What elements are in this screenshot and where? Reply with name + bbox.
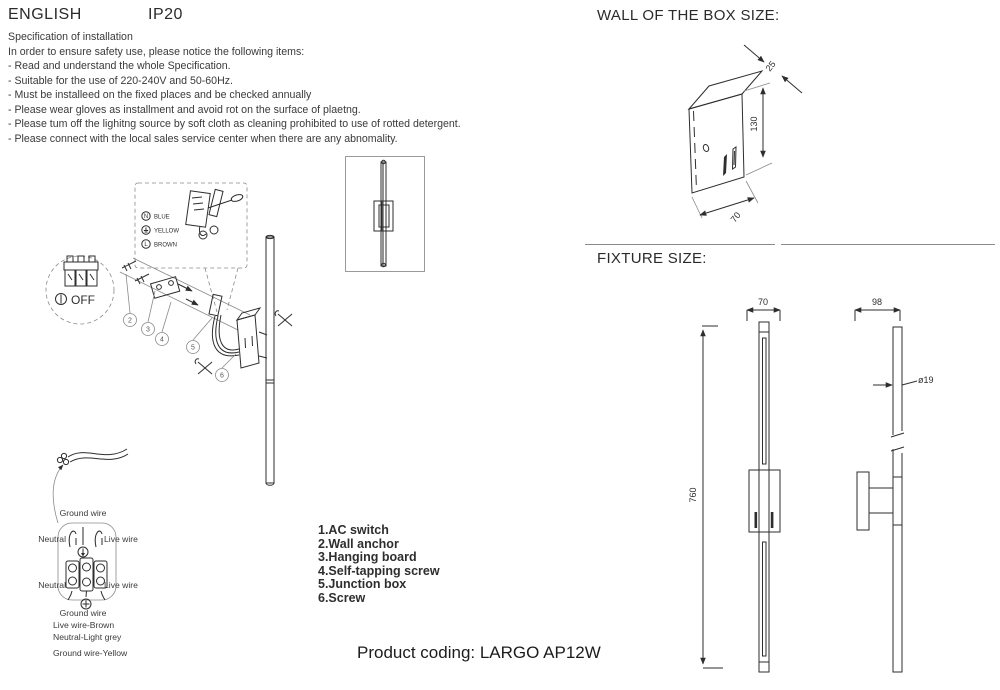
svg-text:5: 5 xyxy=(191,344,195,352)
width-dim-line xyxy=(700,198,754,215)
part-item: 3.Hanging board xyxy=(318,550,417,565)
depth-dim-line xyxy=(782,76,802,93)
earth-icon xyxy=(144,228,148,233)
blue-wire-label: BLUE xyxy=(154,214,170,221)
width-dim-value: 70 xyxy=(728,210,743,225)
specification-block xyxy=(8,30,461,146)
neutral-bottom-label: Neutral xyxy=(38,580,66,590)
box-front-face xyxy=(689,94,744,193)
hanging-board xyxy=(151,277,180,299)
legend-live: Live wire-Brown xyxy=(53,620,115,630)
plate-slot xyxy=(755,512,758,528)
circuit-breaker-icon xyxy=(64,256,98,286)
wall-box-diagram xyxy=(640,35,840,235)
junction-box xyxy=(237,308,267,368)
ground-wire-top-label: Ground wire xyxy=(59,508,107,518)
legend-neutral: Neutral-Light grey xyxy=(53,632,122,642)
plate-slot xyxy=(771,512,774,528)
height-dim-value: 130 xyxy=(749,116,759,132)
led-strip xyxy=(763,338,767,464)
part-item: 4.Self-tapping screw xyxy=(318,563,440,578)
svg-text:6: 6 xyxy=(220,372,224,380)
spec-item: - Read and understand the whole Specification. xyxy=(8,60,231,72)
spec-intro: In order to ensure safety use, please notice the following items: xyxy=(8,45,305,58)
front-wall-plate xyxy=(749,470,780,532)
product-coding: Product coding: LARGO AP12W xyxy=(357,643,601,662)
section-divider xyxy=(585,244,775,245)
screw-icon xyxy=(122,261,136,271)
spec-item: - Suitable for the use of 220-240V and 50-60Hz. xyxy=(8,74,233,87)
spec-item: - Please wear gloves as installment and avoid rot on the surface of plaetng. xyxy=(8,103,361,116)
box-slot xyxy=(723,154,727,176)
screw-arrow xyxy=(178,284,192,291)
yellow-wire-label: YELLOW xyxy=(154,228,180,235)
led-strip xyxy=(763,542,767,656)
parts-list xyxy=(318,524,440,606)
spec-item: - Please connect with the local sales service center when there are any abnomality. xyxy=(8,132,398,145)
live-symbol: L xyxy=(144,242,148,248)
screw-arrow xyxy=(186,299,198,305)
spec-item: - Please tum off the lighitng source by soft cloth as cleaning prohibited to use of rotted detergent. xyxy=(8,118,461,130)
wire-hook xyxy=(95,531,102,547)
fixture-rod xyxy=(266,235,274,485)
neutral-top-label: Neutral xyxy=(38,534,66,544)
power-off-label: OFF xyxy=(71,293,95,307)
twist-icon xyxy=(275,311,292,326)
diameter-value: ø19 xyxy=(918,375,934,385)
side-wall-plate xyxy=(857,472,869,530)
fixture-diagram xyxy=(680,290,1000,685)
fixture-size-heading: FIXTURE SIZE: xyxy=(597,250,707,267)
power-off-callout-circle xyxy=(46,256,114,324)
wire-color-legend xyxy=(142,212,180,249)
fixture-thumbnail-drawing xyxy=(346,157,424,271)
language-title: ENGLISH xyxy=(8,6,82,23)
box-top-face xyxy=(689,71,762,109)
side-width-value: 98 xyxy=(871,297,883,307)
box-hole xyxy=(702,144,709,153)
svg-text:2: 2 xyxy=(128,317,132,325)
ground-wire-bottom-label: Ground wire xyxy=(59,608,107,618)
part-item: 6.Screw xyxy=(318,590,366,605)
earth-terminal-icon xyxy=(78,547,88,557)
part-item: 5.Junction box xyxy=(318,577,407,592)
power-icon xyxy=(56,294,67,305)
spec-item: - Must be installeed on the fixed places and be checked annually xyxy=(8,89,312,101)
section-divider xyxy=(781,244,995,245)
wire-hook xyxy=(69,531,76,547)
wiring-diagram xyxy=(30,435,215,670)
twist-icon xyxy=(195,359,212,374)
fixture-thumbnail xyxy=(345,156,425,272)
terminal-block xyxy=(66,558,107,591)
live-bottom-label: Live wire xyxy=(104,580,138,590)
fixture-height-value: 760 xyxy=(688,487,698,503)
box-left-edge xyxy=(694,111,697,190)
part-item: 2.Wall anchor xyxy=(318,536,399,551)
depth-dim-line xyxy=(744,45,764,62)
svg-text:3: 3 xyxy=(146,326,150,334)
legend-ground: Ground wire-Yellow xyxy=(53,648,128,658)
brown-wire-label: BROWN xyxy=(154,242,177,249)
fixture-front-rod xyxy=(759,322,769,672)
front-width-value: 70 xyxy=(757,297,769,307)
terminal-sketch xyxy=(186,189,244,239)
depth-dim-value: 25 xyxy=(763,59,778,74)
part-item: 1.AC switch xyxy=(318,523,389,537)
spec-title: Specification of installation xyxy=(8,31,133,43)
ip-rating: IP20 xyxy=(148,6,183,23)
cable xyxy=(68,449,127,457)
wall-box-heading: WALL OF THE BOX SIZE: xyxy=(597,7,780,24)
neutral-symbol: N xyxy=(143,214,149,220)
live-top-label: Live wire xyxy=(104,534,138,544)
svg-text:4: 4 xyxy=(160,336,164,344)
